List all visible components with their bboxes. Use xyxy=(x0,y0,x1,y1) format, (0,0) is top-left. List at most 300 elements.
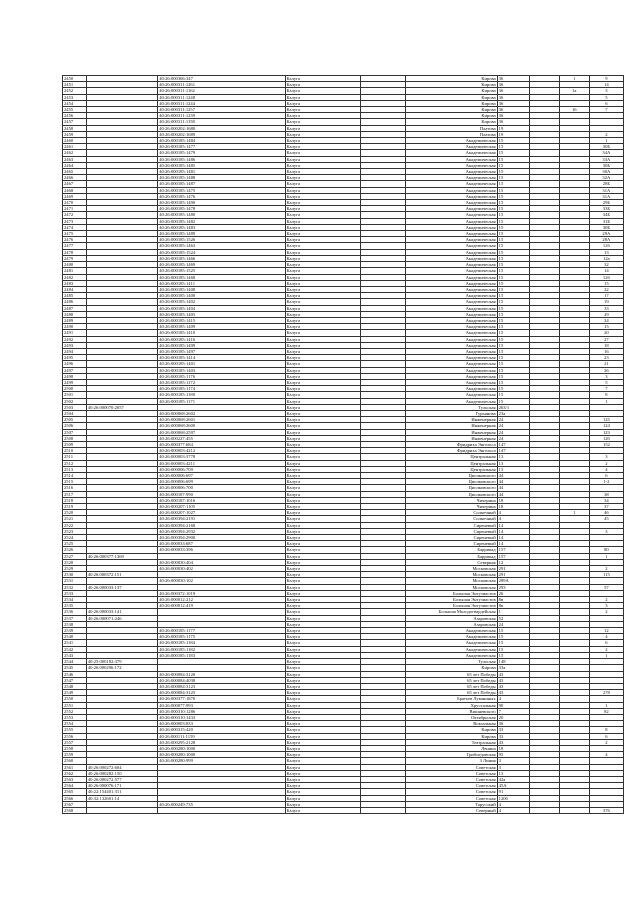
cell-street: Большая Энтузиастов xyxy=(405,590,497,596)
cell-house: 15 xyxy=(497,379,529,385)
cell-city: Калуга xyxy=(285,255,361,261)
cell-street: Циолковского xyxy=(405,491,497,497)
cell-apt: 1 xyxy=(589,702,623,708)
cell-code_b: 40:26:000202:1689 xyxy=(158,131,285,137)
cell-no: 2530 xyxy=(63,572,87,578)
cell-city: Калуга xyxy=(285,547,361,553)
cell-street: Академическая xyxy=(405,299,497,305)
cell-city: Калуга xyxy=(285,398,361,404)
cell-street: Театральная xyxy=(405,739,497,745)
cell-code_b: 40:26:000394:2900 xyxy=(158,535,285,541)
cell-apt: 27 xyxy=(589,336,623,342)
cell-code_b: 40:26:000030:404 xyxy=(158,559,285,565)
cell-code_b: 40:26:000185:1490 xyxy=(158,200,285,206)
cell-apt: 3 xyxy=(589,603,623,609)
cell-code_a: 40:26:000272:604 xyxy=(86,764,157,770)
cell-city: Калуга xyxy=(285,510,361,516)
cell-street: Академическая xyxy=(405,150,497,156)
cell-house: 15 xyxy=(497,144,529,150)
cell-no: 2478 xyxy=(63,249,87,255)
cell-house: 36 xyxy=(497,113,529,119)
cell-city: Калуга xyxy=(285,286,361,292)
cell-street: Московская xyxy=(405,578,497,584)
cell-street: Академическая xyxy=(405,311,497,317)
cell-city: Калуга xyxy=(285,311,361,317)
cell-city: Калуга xyxy=(285,683,361,689)
cell-city: Калуга xyxy=(285,175,361,181)
cell-street: Академическая xyxy=(405,200,497,206)
cell-street: Инженерная xyxy=(405,435,497,441)
cell-house: 15 xyxy=(497,231,529,237)
cell-apt: 22 xyxy=(589,286,623,292)
cell-no: 2461 xyxy=(63,144,87,150)
cell-code_b: 40:26:000185:1404 xyxy=(158,305,285,311)
cell-no: 2523 xyxy=(63,528,87,534)
cell-house: 15 xyxy=(497,336,529,342)
cell-house: 24 xyxy=(497,417,529,423)
cell-house: 15 xyxy=(497,156,529,162)
cell-street: Фридриха Энгельса xyxy=(405,441,497,447)
cell-street: Академическая xyxy=(405,144,497,150)
cell-house: 15 xyxy=(497,317,529,323)
cell-house: 15 xyxy=(497,280,529,286)
cell-code_b: 40:26:000006:700 xyxy=(158,485,285,491)
cell-code_b: 40:26:000185:1403 xyxy=(158,367,285,373)
cell-no: 2511 xyxy=(63,454,87,460)
cell-house: 44 xyxy=(497,479,529,485)
cell-city: Калуга xyxy=(285,758,361,764)
cell-no: 2499 xyxy=(63,379,87,385)
cell-apt: 152 xyxy=(589,441,623,447)
cell-no: 2495 xyxy=(63,355,87,361)
cell-city: Калуга xyxy=(285,714,361,720)
cell-street: Советская xyxy=(405,783,497,789)
cell-apt: 124 xyxy=(589,423,623,429)
cell-house: 15 xyxy=(497,200,529,206)
cell-house: 15 xyxy=(497,162,529,168)
cell-city: Калуга xyxy=(285,88,361,94)
cell-apt: 30А xyxy=(589,169,623,175)
cell-no: 2491 xyxy=(63,330,87,336)
cell-no: 2488 xyxy=(63,311,87,317)
cell-city: Калуга xyxy=(285,100,361,106)
cell-code_b: 40:26:000185:1524 xyxy=(158,249,285,255)
cell-house: 43 xyxy=(497,677,529,683)
cell-code_b: 40:26:000068:2601 xyxy=(158,417,285,423)
registry-sheet xyxy=(62,75,624,814)
cell-code_b: 40:26:000377:1870 xyxy=(158,696,285,702)
cell-street: Северный xyxy=(405,807,497,813)
cell-city: Калуга xyxy=(285,752,361,758)
cell-city: Калуга xyxy=(285,150,361,156)
cell-apt: 30Б xyxy=(589,162,623,168)
cell-city: Калуга xyxy=(285,293,361,299)
cell-house: 13 xyxy=(497,460,529,466)
cell-apt: 2 xyxy=(589,566,623,572)
cell-city: Калуга xyxy=(285,708,361,714)
cell-apt: 1 xyxy=(589,138,623,144)
cell-apt: 23 xyxy=(589,355,623,361)
cell-no: 2458 xyxy=(63,125,87,131)
cell-street: Северная xyxy=(405,559,497,565)
cell-no: 2462 xyxy=(63,150,87,156)
cell-no: 2471 xyxy=(63,206,87,212)
cell-no: 2465 xyxy=(63,169,87,175)
cell-code_b: 40:26:000185:1401 xyxy=(158,361,285,367)
cell-code_a: 40:26:000076:171 xyxy=(86,783,157,789)
cell-house: 13 xyxy=(497,454,529,460)
cell-code_b: 40:26:000280:1000 xyxy=(158,745,285,751)
cell-street: Академическая xyxy=(405,373,497,379)
cell-no: 2559 xyxy=(63,752,87,758)
cell-apt: 32 xyxy=(589,262,623,268)
cell-apt: 2 xyxy=(589,131,623,137)
cell-no: 2494 xyxy=(63,348,87,354)
cell-street: Академическая xyxy=(405,355,497,361)
cell-house: 36 xyxy=(497,82,529,88)
cell-code_b: 40:26:000006:699 xyxy=(158,479,285,485)
cell-house: 157 xyxy=(497,547,529,553)
cell-code_b: 40:26:000185:1180 xyxy=(158,392,285,398)
cell-code_b: 40:26:000310:1286 xyxy=(158,708,285,714)
cell-city: Калуга xyxy=(285,634,361,640)
cell-city: Калуга xyxy=(285,460,361,466)
cell-city: Калуга xyxy=(285,448,361,454)
cell-house: 4 xyxy=(497,807,529,813)
cell-street: Академическая xyxy=(405,224,497,230)
cell-no: 2459 xyxy=(63,131,87,137)
cell-no: 2453 xyxy=(63,94,87,100)
cell-street: Кирова xyxy=(405,76,497,82)
cell-street: Октябрьская xyxy=(405,714,497,720)
cell-code_a: 40:32:132601:14 xyxy=(86,795,157,801)
cell-no: 2519 xyxy=(63,504,87,510)
cell-no: 2554 xyxy=(63,721,87,727)
cell-house: 42а xyxy=(497,776,529,782)
cell-city: Калуга xyxy=(285,373,361,379)
cell-street: Сиреневый xyxy=(405,528,497,534)
cell-code_b: 40:26:000185:1526 xyxy=(158,237,285,243)
cell-street: Кирова xyxy=(405,727,497,733)
cell-house: 13 xyxy=(497,466,529,472)
cell-apt: 376 xyxy=(589,807,623,813)
cell-city: Калуга xyxy=(285,218,361,224)
cell-house: 24 xyxy=(497,423,529,429)
cell-street: 65 лет Победы xyxy=(405,677,497,683)
cell-code_b: 40:26:000185:1172 xyxy=(158,379,285,385)
cell-city: Калуга xyxy=(285,417,361,423)
cell-apt: 29А xyxy=(589,231,623,237)
cell-house: 147 xyxy=(497,441,529,447)
cell-no: 2502 xyxy=(63,398,87,404)
cell-street: Тарусский xyxy=(405,801,497,807)
cell-city: Калуга xyxy=(285,299,361,305)
cell-city: Калуга xyxy=(285,652,361,658)
cell-no: 2472 xyxy=(63,212,87,218)
cell-no: 2522 xyxy=(63,522,87,528)
cell-street: Хрустальная xyxy=(405,702,497,708)
cell-code_b: 40:26:000280:999 xyxy=(158,758,285,764)
cell-house: 19 xyxy=(497,125,529,131)
cell-city: Калуга xyxy=(285,696,361,702)
cell-code_b: 40:26:000394:2168 xyxy=(158,522,285,528)
cell-apt: 12б xyxy=(589,243,623,249)
cell-apt: 33 xyxy=(589,305,623,311)
cell-code_b: 40:26:000185:1488 xyxy=(158,175,285,181)
cell-house: 4 xyxy=(497,510,529,516)
cell-apt: 31А xyxy=(589,193,623,199)
cell-house: 33а xyxy=(497,665,529,671)
cell-apt: 1 xyxy=(589,398,623,404)
cell-no: 2450 xyxy=(63,76,87,82)
cell-apt: 6 xyxy=(589,640,623,646)
cell-street: Тульская xyxy=(405,659,497,665)
cell-house: 15 xyxy=(497,286,529,292)
cell-street: Академическая xyxy=(405,231,497,237)
cell-no: 2543 xyxy=(63,652,87,658)
cell-city: Калуга xyxy=(285,609,361,615)
cell-city: Калуга xyxy=(285,615,361,621)
cell-no: 2466 xyxy=(63,175,87,181)
cell-city: Калуга xyxy=(285,200,361,206)
cell-no: 2550 xyxy=(63,696,87,702)
cell-no: 2509 xyxy=(63,441,87,447)
cell-code_b: 40:26:000311:1261 xyxy=(158,82,285,88)
cell-code_b: 40:26:000207:1027 xyxy=(158,510,285,516)
cell-code_b: 40:26:000310:1433 xyxy=(158,714,285,720)
cell-no: 2508 xyxy=(63,435,87,441)
cell-street: Ленина xyxy=(405,745,497,751)
cell-code_b: 40:26:000185:1410 xyxy=(158,330,285,336)
cell-street: Академическая xyxy=(405,274,497,280)
cell-code_b: 40:26:000295:2128 xyxy=(158,739,285,745)
cell-street: Циолковского xyxy=(405,485,497,491)
cell-house: 36 xyxy=(497,107,529,113)
cell-street: Академическая xyxy=(405,156,497,162)
cell-code_b: 40:26:000185:1484 xyxy=(158,138,285,144)
cell-city: Калуга xyxy=(285,441,361,447)
cell-apt: 4 xyxy=(589,466,623,472)
cell-house: 14 xyxy=(497,535,529,541)
cell-street: Академическая xyxy=(405,218,497,224)
cell-no: 2469 xyxy=(63,193,87,199)
cell-city: Калуга xyxy=(285,745,361,751)
cell-street: Академическая xyxy=(405,243,497,249)
cell-house: 44 xyxy=(497,473,529,479)
cell-no: 2538 xyxy=(63,621,87,627)
cell-no: 2455 xyxy=(63,107,87,113)
cell-city: Калуга xyxy=(285,212,361,218)
cell-street: Инженерная xyxy=(405,417,497,423)
cell-no: 2552 xyxy=(63,708,87,714)
cell-house: 15 xyxy=(497,305,529,311)
cell-no: 2540 xyxy=(63,634,87,640)
cell-no: 2555 xyxy=(63,727,87,733)
cell-no: 2498 xyxy=(63,373,87,379)
cell-house: 36 xyxy=(497,721,529,727)
cell-city: Калуга xyxy=(285,665,361,671)
cell-code_b: 40:26:000033:396 xyxy=(158,547,285,553)
cell-code_b: 40:26:000084:3125 xyxy=(158,690,285,696)
cell-house: 18 xyxy=(497,497,529,503)
cell-street: Баррикад xyxy=(405,553,497,559)
cell-no: 2467 xyxy=(63,181,87,187)
cell-city: Калуга xyxy=(285,423,361,429)
cell-house: 91 xyxy=(497,789,529,795)
cell-code_b: 40:26:000366:347 xyxy=(158,76,285,82)
cell-street: Академическая xyxy=(405,249,497,255)
cell-apt: 2 xyxy=(589,646,623,652)
cell-code_b: 40:26:000311:1162 xyxy=(158,88,285,94)
cell-code_b: 40:26:000372:1019 xyxy=(158,590,285,596)
cell-street: Советская xyxy=(405,795,497,801)
cell-house: 293 xyxy=(497,584,529,590)
cell-street: Центральная xyxy=(405,454,497,460)
cell-no: 2518 xyxy=(63,497,87,503)
cell-street: Академическая xyxy=(405,652,497,658)
cell-city: Калуга xyxy=(285,702,361,708)
cell-code_b: 40:26:000185:1400 xyxy=(158,293,285,299)
cell-house: 15 xyxy=(497,293,529,299)
cell-street: Московская xyxy=(405,566,497,572)
cell-street: Академическая xyxy=(405,187,497,193)
cell-street: Академическая xyxy=(405,324,497,330)
cell-house: 263/1 xyxy=(497,404,529,410)
cell-no: 2521 xyxy=(63,516,87,522)
cell-code_b: 40:26:000185:1481 xyxy=(158,169,285,175)
cell-city: Калуга xyxy=(285,249,361,255)
cell-no: 2528 xyxy=(63,559,87,565)
cell-code_b: 40:26:000084:3123 xyxy=(158,683,285,689)
cell-apt: 33А xyxy=(589,156,623,162)
cell-city: Калуга xyxy=(285,336,361,342)
cell-no: 2536 xyxy=(63,609,87,615)
cell-street: Академическая xyxy=(405,628,497,634)
cell-street: Сиреневый xyxy=(405,535,497,541)
cell-house: 4 xyxy=(497,801,529,807)
cell-code_b: 40:26:000311:1158 xyxy=(158,119,285,125)
cell-code_b: 40:26:000030:402 xyxy=(158,566,285,572)
cell-house: 43 xyxy=(497,671,529,677)
cell-city: Калуга xyxy=(285,454,361,460)
cell-house: 23а xyxy=(497,410,529,416)
cell-apt: 2 xyxy=(589,739,623,745)
cell-apt: 12 xyxy=(589,628,623,634)
cell-house: 14 xyxy=(497,541,529,547)
cell-street: Фридриха Энгельса xyxy=(405,448,497,454)
cell-house: 15 xyxy=(497,218,529,224)
cell-apt: 29Б xyxy=(589,200,623,206)
cell-house: 157 xyxy=(497,553,529,559)
cell-city: Калуга xyxy=(285,379,361,385)
cell-street: Академическая xyxy=(405,169,497,175)
cell-code_b: 40:26:000006:709 xyxy=(158,466,285,472)
cell-house: 15 xyxy=(497,262,529,268)
cell-city: Калуга xyxy=(285,727,361,733)
cell-house: 43 xyxy=(497,683,529,689)
cell-no: 2468 xyxy=(63,187,87,193)
cell-no: 2460 xyxy=(63,138,87,144)
cell-code_b: 40:26:000202:1680 xyxy=(158,125,285,131)
cell-house: 15 xyxy=(497,187,529,193)
cell-block: 16 xyxy=(559,107,589,113)
cell-street: Академическая xyxy=(405,330,497,336)
cell-city: Калуга xyxy=(285,280,361,286)
cell-house: 3 xyxy=(497,758,529,764)
cell-city: Калуга xyxy=(285,237,361,243)
cell-street: Московская xyxy=(405,572,497,578)
cell-apt: 2 xyxy=(589,460,623,466)
cell-city: Калуга xyxy=(285,429,361,435)
cell-city: Калуга xyxy=(285,553,361,559)
cell-city: Калуга xyxy=(285,690,361,696)
cell-no: 2484 xyxy=(63,286,87,292)
cell-house: 43 xyxy=(497,690,529,696)
cell-street: Центральная xyxy=(405,460,497,466)
cell-city: Калуга xyxy=(285,597,361,603)
cell-code_b: 40:26:000003:4212 xyxy=(158,448,285,454)
cell-apt: 34 xyxy=(589,497,623,503)
cell-no: 2529 xyxy=(63,566,87,572)
cell-street: Центральная xyxy=(405,466,497,472)
cell-city: Калуга xyxy=(285,342,361,348)
cell-house: 15 xyxy=(497,175,529,181)
cell-block xyxy=(559,807,589,813)
cell-no: 2464 xyxy=(63,162,87,168)
cell-code_b: 40:26:000185:1411 xyxy=(158,280,285,286)
cell-code_b: 40:26:000185:1468 xyxy=(158,274,285,280)
cell-house: 147 xyxy=(497,448,529,454)
cell-street: Платова xyxy=(405,131,497,137)
cell-no: 2512 xyxy=(63,460,87,466)
cell-street: Академическая xyxy=(405,348,497,354)
cell-apt: 31А xyxy=(589,187,623,193)
cell-street: Кирова xyxy=(405,88,497,94)
cell-blank xyxy=(361,807,406,813)
cell-no: 2537 xyxy=(63,615,87,621)
cell-code_b: 40:26:000068:2602 xyxy=(158,410,285,416)
cell-street: Кирова xyxy=(405,82,497,88)
cell-code_b: 40:26:000227:455 xyxy=(158,435,285,441)
cell-code_b: 40:26:000006:697 xyxy=(158,473,285,479)
cell-no: 2526 xyxy=(63,547,87,553)
cell-house: 15 xyxy=(497,634,529,640)
cell-house: 44 xyxy=(497,485,529,491)
cell-apt: 15 xyxy=(589,324,623,330)
cell-street: Академическая xyxy=(405,367,497,373)
cell-no: 2549 xyxy=(63,690,87,696)
cell-code_b: 40:26:000185:1525 xyxy=(158,268,285,274)
cell-code_a: 40:26:000033:141 xyxy=(86,609,157,615)
cell-no: 2545 xyxy=(63,665,87,671)
cell-apt: 123 xyxy=(589,429,623,435)
cell-street: Гурьянова xyxy=(405,410,497,416)
cell-city: Калуга xyxy=(285,733,361,739)
cell-house: 15 xyxy=(497,324,529,330)
cell-apt: 37 xyxy=(589,504,623,510)
cell-house: 15 xyxy=(497,249,529,255)
cell-city: Калуга xyxy=(285,317,361,323)
cell-code_b: 40:26:000185:1463 xyxy=(158,243,285,249)
cell-apt: 12б xyxy=(589,274,623,280)
cell-house: 15 xyxy=(497,274,529,280)
cell-house: 95 xyxy=(497,752,529,758)
cell-code_b: 40:26:000185:1177 xyxy=(158,628,285,634)
cell-no: 2546 xyxy=(63,671,87,677)
cell-street: Солнечный xyxy=(405,510,497,516)
cell-house: 15 xyxy=(497,311,529,317)
cell-code_a: 40:26:000071:246 xyxy=(86,615,157,621)
